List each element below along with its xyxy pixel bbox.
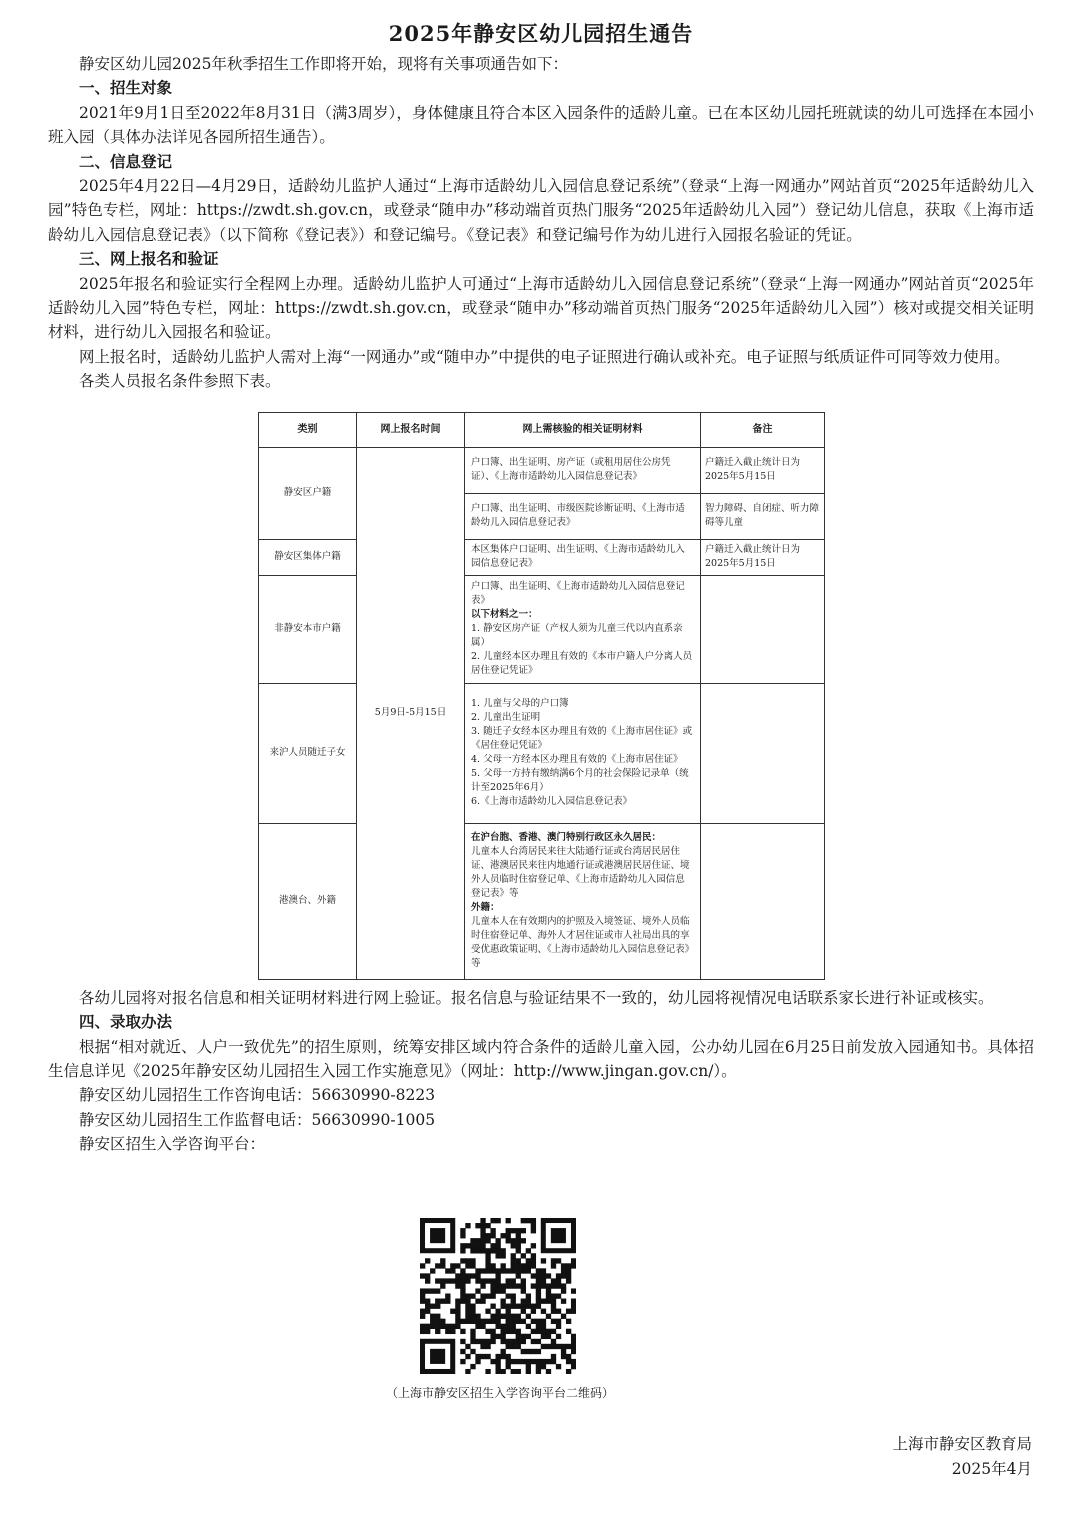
section3-paragraph-4: 各幼儿园将对报名信息和相关证明材料进行网上验证。报名信息与验证结果不一致的，幼儿园将视情况电话联系家长进行补证或核实。 — [79, 988, 994, 1007]
section2-text: 2025年4月22日—4月29日，适龄幼儿监护人通过“上海市适龄幼儿入园信息登记系统”（登录“上海一网通办”网站首页“2025年适龄幼儿入园”特色专栏，网址：https://zwdt.sh.gov.cn，或登录“随申办”移动端首页热门服务“2025年适龄幼儿入园”）登记幼儿信息，获取《上海市适龄幼儿入园信息登记表》（以下简称《登记表》）和登记编号。《登记表》和登记编号作为幼儿进行入园报名验证的凭证。 — [48, 177, 1034, 244]
material-line: 儿童本人台湾居民来往大陆通行证或台湾居民居住证、港澳居民来往内地通行证或港澳居民居住证、境外人员临时住宿登记单、《上海市适龄幼儿入园信息登记表》等 — [471, 846, 690, 900]
material-bold-line: 外籍： — [471, 902, 500, 914]
table-row — [259, 447, 825, 493]
materials-cell: 本区集体户口证明、出生证明、《上海市适龄幼儿入园信息登记表》 — [465, 539, 701, 575]
materials-cell: 户口簿、出生证明、市级医院诊断证明、《上海市适龄幼儿入园信息登记表》 — [465, 493, 701, 539]
notice-title: 2025年静安区幼儿园招生通告 — [388, 21, 694, 46]
signature-block — [892, 1432, 1032, 1482]
category-cell: 静安区集体户籍 — [259, 539, 357, 575]
time-cell: 5月9日-5月15日 — [357, 447, 465, 979]
section3-paragraph-1: 2025年报名和验证实行全程网上办理。适龄幼儿监护人可通过“上海市适龄幼儿入园信息登记系统”（登录“上海一网通办”网站首页“2025年适龄幼儿入园”特色专栏，网址：https://zwdt.sh.gov.cn，或登录“随申办”移动端首页热门服务“2025年适龄幼儿入园”）核对或提交相关证明材料，进行幼儿入园报名和验证。 — [48, 274, 1034, 342]
header-category: 类别 — [259, 412, 357, 447]
consult-phone: 静安区幼儿园招生工作咨询电话：56630990-8223 — [79, 1086, 436, 1105]
section2-heading: 二、信息登记 — [79, 151, 173, 171]
section3-heading: 三、网上报名和验证 — [79, 249, 219, 269]
category-cell: 非静安本市户籍 — [259, 575, 357, 683]
section1-text: 2021年9月1日至2022年8月31日（满3周岁），身体健康且符合本区入园条件的适龄儿童。已在本区幼儿园托班就读的幼儿可选择在本园小班入园（具体办法详见各园所招生通告）。 — [48, 103, 1034, 147]
material-line: 1. 儿童与父母的户口簿 — [471, 698, 569, 710]
table-row — [259, 683, 825, 823]
header-notes: 备注 — [701, 412, 825, 447]
material-line: 儿童本人在有效期内的护照及入境签证、境外人员临时住宿登记单、海外人才居住证或市人社局出具的享受优惠政策证明、《上海市适龄幼儿入园信息登记表》等 — [471, 916, 690, 970]
note-cell: 户籍迁入截止统计日为2025年5月15日 — [701, 447, 825, 493]
header-materials: 网上需核验的相关证明材料 — [465, 412, 701, 447]
requirements-table — [258, 412, 825, 980]
category-cell: 静安区户籍 — [259, 447, 357, 539]
note-cell: 智力障碍、自闭症、听力障碍等儿童 — [701, 493, 825, 539]
qr-caption: （上海市静安区招生入学咨询平台二维码） — [385, 1386, 614, 1400]
section3-paragraph-3: 各类人员报名条件参照下表。 — [79, 372, 281, 391]
table-row — [259, 539, 825, 575]
table-row — [259, 823, 825, 979]
material-line: 4. 父母一方经本区办理且有效的《上海市居住证》 — [471, 754, 683, 766]
table-row — [259, 575, 825, 683]
materials-cell — [465, 575, 701, 683]
table-header-row — [259, 412, 825, 447]
material-bold-line: 在沪台胞、香港、澳门特别行政区永久居民： — [471, 832, 662, 844]
consult-platform-label: 静安区招生入学咨询平台： — [79, 1135, 266, 1154]
section1-heading: 一、招生对象 — [79, 78, 173, 98]
note-cell: 户籍迁入截止统计日为2025年5月15日 — [701, 539, 825, 575]
qr-code[interactable] — [420, 1218, 576, 1374]
section4-text: 根据“相对就近、人户一致优先”的招生原则，统筹安排区域内符合条件的适龄儿童入园，公办幼儿园在6月25日前发放入园通知书。具体招生信息详见《2025年静安区幼儿园招生入园工作实施意见》（网址：http://www.jingan.gov.cn/）。 — [48, 1037, 1034, 1080]
requirements-table-wrap — [258, 412, 824, 980]
category-cell: 港澳台、外籍 — [259, 823, 357, 979]
material-bold-line: 以下材料之一： — [471, 609, 538, 621]
material-line: 6.《上海市适龄幼儿入园信息登记表》 — [471, 796, 633, 808]
note-cell — [701, 823, 825, 979]
materials-cell — [465, 683, 701, 823]
supervise-phone: 静安区幼儿园招生工作监督电话：56630990-1005 — [79, 1110, 436, 1129]
signature-org: 上海市静安区教育局 — [892, 1435, 1032, 1453]
section4-heading: 四、录取办法 — [79, 1012, 173, 1032]
material-line: 1. 静安区房产证（产权人须为儿童三代以内直系亲属） — [471, 623, 683, 649]
section3-paragraph-2: 网上报名时，适龄幼儿监护人需对上海“一网通办”或“随申办”中提供的电子证照进行确认或补充。电子证照与纸质证件可同等效力使用。 — [79, 347, 1010, 366]
material-line: 2. 儿童经本区办理且有效的《本市户籍人户分离人员居住登记凭证》 — [471, 651, 693, 677]
notice-document — [48, 18, 1034, 1157]
note-cell — [701, 575, 825, 683]
material-line: 3. 随迁子女经本区办理且有效的《上海市居住证》或《居住登记凭证》 — [471, 726, 693, 752]
intro-paragraph: 静安区幼儿园2025年秋季招生工作即将开始，现将有关事项通告如下： — [79, 55, 568, 73]
material-line: 2. 儿童出生证明 — [471, 712, 541, 724]
qr-code-graphic — [420, 1218, 576, 1374]
category-cell: 来沪人员随迁子女 — [259, 683, 357, 823]
materials-cell: 户口簿、出生证明、房产证（或租用居住公房凭证）、《上海市适龄幼儿入园信息登记表》 — [465, 447, 701, 493]
signature-date: 2025年4月 — [951, 1460, 1032, 1478]
material-line: 户口簿、出生证明、《上海市适龄幼儿入园信息登记表》 — [471, 581, 685, 607]
header-time: 网上报名时间 — [357, 412, 465, 447]
note-cell — [701, 683, 825, 823]
materials-cell — [465, 823, 701, 979]
material-line: 5. 父母一方持有缴纳满6个月的社会保险记录单（统计至2025年6月） — [471, 768, 689, 794]
